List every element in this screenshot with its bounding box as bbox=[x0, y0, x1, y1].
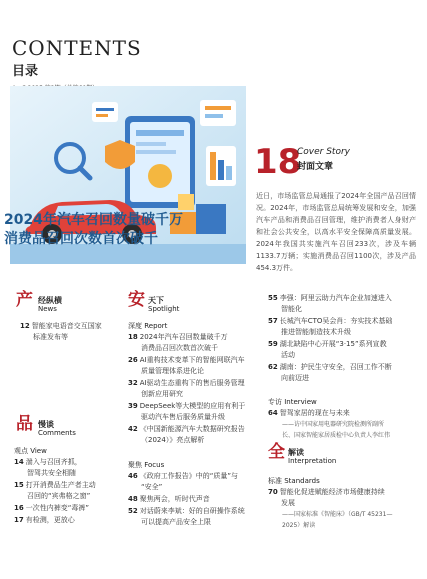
list-item[interactable]: 32 AI驱动生态重构下的售后服务管理 创新应用研究 bbox=[128, 379, 245, 398]
cover-story-summary: 近日，市场监管总局通报了2024年全国产品召回情况。2024年，市场监管总局统筹发展和安全，加强汽车产品和消费品召回管理，维护消费者人身财产和社会公共安全，以高水平安全保障高质量发展。2024年我国共实施汽车召回233次，涉及车辆1133.7万辆；实施消费品召回1100次，涉及产品454.3万件。 bbox=[256, 192, 416, 272]
list-item[interactable]: 55 李强：阿里云助力汽车企业加速进入 智能化 bbox=[268, 294, 392, 313]
list-item[interactable]: 17 有检测，更放心 bbox=[14, 516, 75, 524]
list-item[interactable]: 48 聚焦两会，听时代声音 bbox=[128, 495, 210, 503]
cover-story-label-en: Cover Story bbox=[297, 147, 350, 157]
interpretation-section-title: 解读 bbox=[288, 448, 304, 457]
list-item[interactable]: 64 智驾家居的现在与未来 ——访中国家用电器研究院检测所副所 长、国家智能家居质检中心负责人李红伟 bbox=[268, 409, 391, 439]
list-item[interactable]: 26 AI重构技术变革下的智能网联汽车 质量管理体系进化论 bbox=[128, 356, 245, 375]
view-subheading: 观点 View bbox=[14, 447, 47, 455]
list-item[interactable]: 57 长城汽车CTO吴会肖：夯实技术基础 推进智能制造技术升级 bbox=[268, 317, 393, 336]
list-item[interactable]: 62 湖南：护民生守安全，召回工作不断 向前迈进 bbox=[268, 363, 392, 382]
interview-subheading: 专访 Interview bbox=[268, 398, 317, 406]
standards-subheading: 标准 Standards bbox=[268, 477, 320, 485]
masthead bbox=[12, 38, 142, 92]
interpretation-section-icon: 全 bbox=[268, 442, 285, 462]
spotlight-section-title: 天下 bbox=[148, 296, 164, 305]
contents-title: CONTENTS bbox=[12, 36, 142, 60]
contents-title-cn: 目录 bbox=[12, 64, 39, 79]
list-item[interactable]: 70 智能化促进赋能经济市场健康持续 发展 ——国家标准《智能床》（GB/T 45231— 2025）解读 bbox=[268, 488, 393, 529]
list-item[interactable]: 42 《中国新能源汽车大数据研究报告 （2024）》亮点解析 bbox=[128, 425, 245, 444]
list-item[interactable]: 46 《政府工作报告》中的“质量”与 “安全” bbox=[128, 472, 239, 491]
list-item[interactable]: 18 2024年汽车召回数量破千万 消费品召回次数首次破千 bbox=[128, 333, 228, 352]
cover-story-page-number[interactable]: 18 bbox=[254, 142, 302, 182]
list-item[interactable]: 52 对话蔚来李斌：好的自研操作系统 可以提高产品安全上限 bbox=[128, 507, 245, 526]
comments-section-title: 慢谈 bbox=[38, 420, 54, 429]
list-item[interactable]: 39 DeepSeek等大模型的应用有利于 驱动汽车售后服务质量升级 bbox=[128, 402, 246, 421]
spotlight-section-en: Spotlight bbox=[148, 305, 180, 313]
list-item[interactable]: 16 一次性内裤变“毒裤” bbox=[14, 504, 90, 512]
cover-story-label-cn: 封面文章 bbox=[297, 162, 334, 172]
cover-headline[interactable] bbox=[4, 211, 244, 249]
list-item[interactable]: 15 打开消费品生产者主动 召回的“宾弗格之窗” bbox=[14, 481, 96, 500]
list-item[interactable]: 14 湍入与召回齐抓， 智驾共安全相随 bbox=[14, 458, 82, 477]
list-item[interactable]: 59 湖北缺陷中心开展“3·15”系列宣教 活动 bbox=[268, 340, 387, 359]
cover-headline-line-2: 消费品召回次数首次破千 bbox=[4, 231, 158, 247]
comments-section-en: Comments bbox=[38, 429, 76, 437]
list-item[interactable]: 12 智能家电语音交互国家 标准发布等 bbox=[20, 322, 102, 341]
interpretation-section-en: Interpretation bbox=[288, 457, 337, 465]
cover-headline-line-1: 2024年汽车召回数量破千万 bbox=[4, 212, 183, 228]
news-section-title: 经纵横 bbox=[38, 296, 62, 305]
spotlight-section-icon: 安 bbox=[128, 290, 145, 310]
focus-subheading: 聚焦 Focus bbox=[128, 461, 165, 469]
comments-section-icon: 品 bbox=[16, 414, 33, 434]
news-section-icon: 产 bbox=[16, 290, 33, 310]
news-section-en: News bbox=[38, 305, 57, 313]
report-subheading: 深度 Report bbox=[128, 322, 168, 330]
